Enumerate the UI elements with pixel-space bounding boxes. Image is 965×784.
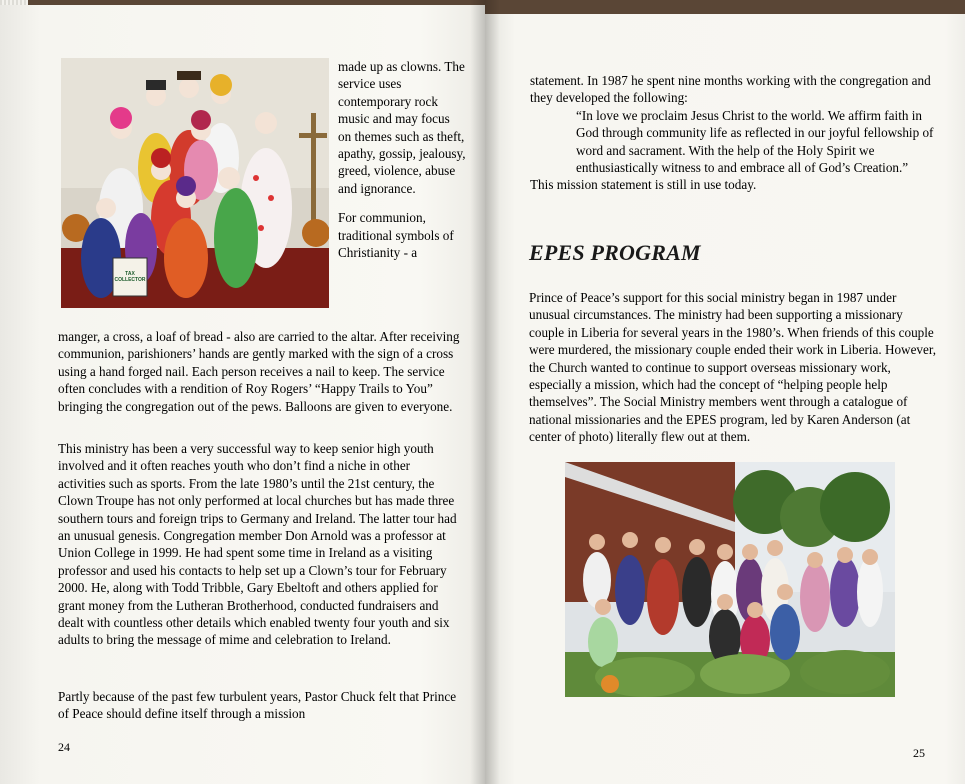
para-ministry: This ministry has been a very successful way to keep senior high youth involved and it often reaches youth who don’t find a niche in other activities such as sports. From the late 1980’s until the 21st century, the Clown Troupe has not only performed at local churches but has made three southern tours and foreign trips to Germany and Ireland. The latter tour had an unusual genesis. Congregation member Don Arnold was a professor at Union College in 1999. He had spent some time in Ireland as a visiting professor and used his contacts to help set up a Clown’s tour for February 2000. He, along with Todd Tribble, Gary Ebeltoft and others applied for grant money from the Lutheran Brotherhood, conducted fundraisers and dealt with countless other details which enabled twenty four youth and six adults to bring the message of mime and celebration to Ireland.: [58, 441, 457, 648]
side-paragraph: made up as clowns. The service uses contemporary rock music and may focus on themes such as theft, apathy, gossip, jealousy, greed, violence, abuse and ignorance.: [338, 59, 466, 196]
right-intro-block: [530, 72, 940, 194]
tax-collector-sign: TAX COLLECTOR: [114, 271, 146, 283]
closing-text: This mission statement is still in use today.: [530, 177, 757, 193]
left-para-2: [58, 440, 460, 649]
para-mission: Partly because of the past few turbulent years, Pastor Chuck felt that Prince of Peace should define itself through a mission: [58, 689, 457, 722]
right-body: [529, 289, 939, 446]
para-communion: manger, a cross, a loaf of bread - also are carried to the altar. After receiving communion, parishioners’ hands are gently marked with the sign of a cross using a hand forged nail. Each person receives a nail to keep. The service often concludes with a rendition of Roy Rogers’ “Happy Trails to You” bringing the congregation out of the pews. Balloons are given to everyone.: [58, 329, 460, 414]
side-text: [338, 58, 466, 261]
group-photo: [565, 462, 895, 697]
left-para-1: [58, 328, 460, 415]
epes-paragraph: Prince of Peace’s support for this social ministry began in 1987 under unusual circumstances. The ministry had been supporting a missionary couple in Liberia for several years in the 1980’s. When friends of this couple were murdered, the missionary couple ended their work in Liberia. However, the Church wanted to continue to support overseas missionary work, especially a mission, which had the concept of “helping people help themselves”. The Social Ministry members went through a catalogue of national missionaries and the EPES program, led by Karen Anderson (at center of photo) literally flew out at them.: [529, 290, 937, 445]
mission-quote: “In love we proclaim Jesus Christ to the world. We affirm faith in God through community life as reflected in our joyful fellowship of word and sacrament. With the help of the Holy Spirit we enthusiastically witness to and embrace all of God’s Creation.”: [576, 107, 934, 176]
section-heading: EPES PROGRAM: [529, 240, 701, 265]
page-number-left: 24: [58, 740, 70, 754]
intro-text: statement. In 1987 he spent nine months working with the congregation and they developed the following:: [530, 73, 931, 106]
left-para-3: [58, 688, 460, 723]
clown-troupe-photo: [61, 58, 329, 308]
side-paragraph-2: For communion, traditional symbols of Christianity - a: [338, 210, 454, 261]
page-number-right: 25: [913, 746, 925, 760]
book-gutter: [470, 0, 500, 784]
